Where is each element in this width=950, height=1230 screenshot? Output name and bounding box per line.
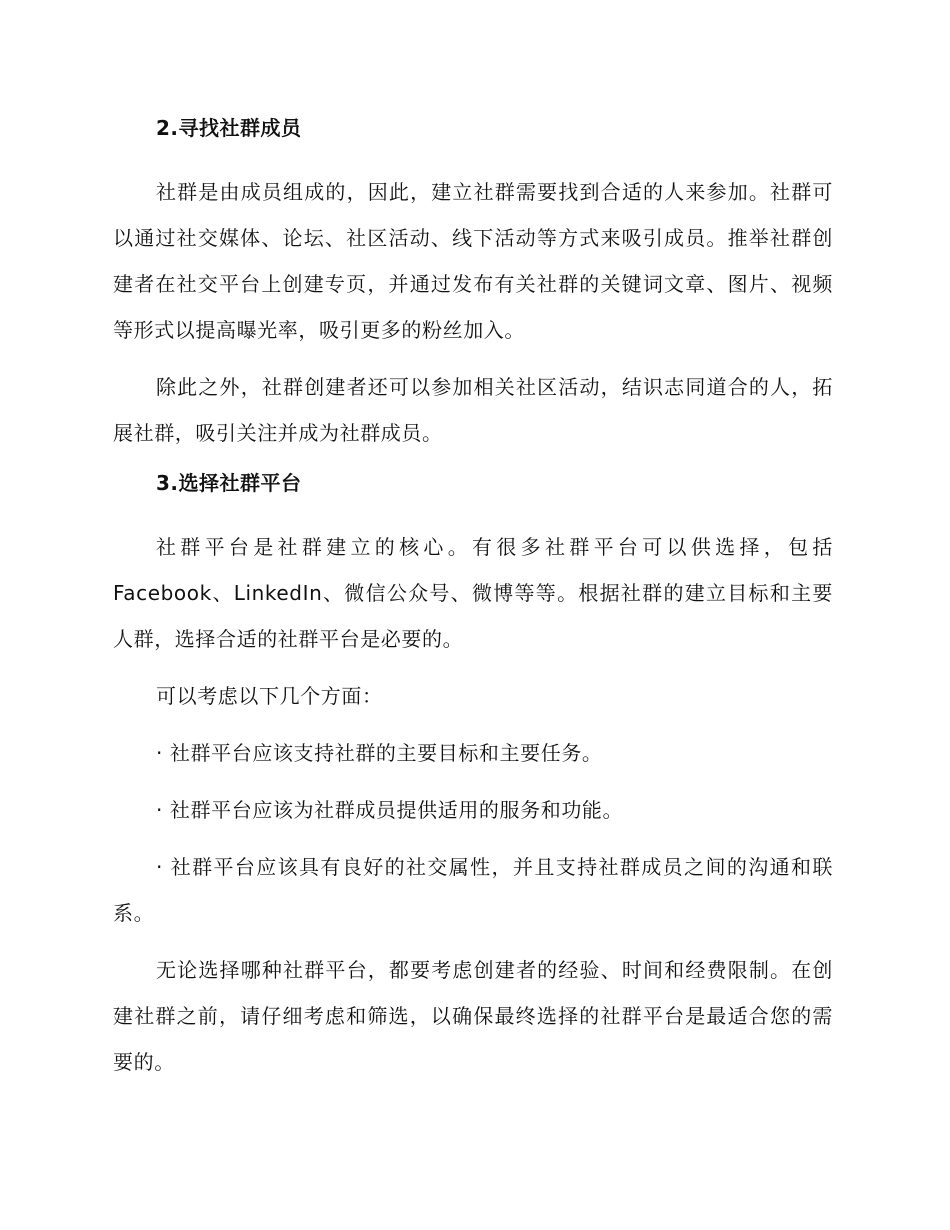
document-content: [113, 112, 833, 1096]
bullet-item-social: · 社群平台应该具有良好的社交属性，并且支持社群成员之间的沟通和联系。: [113, 855, 833, 925]
paragraph-find-members-activities: 除此之外，社群创建者还可以参加相关社区活动，结识志同道合的人，拓展社群，吸引关注并成为社群成员。: [113, 375, 833, 445]
section-heading-find-members: 2.寻找社群成员: [156, 116, 302, 140]
section-heading-choose-platform: 3.选择社群平台: [156, 471, 302, 495]
bullet-item-services: · 社群平台应该为社群成员提供适用的服务和功能。: [156, 798, 624, 822]
bullet-item-goals: · 社群平台应该支持社群的主要目标和主要任务。: [156, 741, 603, 765]
paragraph-consider-aspects: 可以考虑以下几个方面：: [156, 684, 383, 708]
paragraph-choose-platform-intro: 社群平台是社群建立的核心。有很多社群平台可以供选择，包括Facebook、LinkedIn、微信公众号、微博等等。根据社群的建立目标和主要人群，选择合适的社群平台是必要的。: [113, 535, 833, 651]
paragraph-closing: 无论选择哪种社群平台，都要考虑创建者的经验、时间和经费限制。在创建社群之前，请仔细考虑和筛选，以确保最终选择的社群平台是最适合您的需要的。: [113, 958, 833, 1074]
paragraph-find-members-intro: 社群是由成员组成的，因此，建立社群需要找到合适的人来参加。社群可以通过社交媒体、论坛、社区活动、线下活动等方式来吸引成员。推举社群创建者在社交平台上创建专页，并通过发布有关社群的关键词文章、图片、视频等形式以提高曝光率，吸引更多的粉丝加入。: [113, 180, 833, 342]
